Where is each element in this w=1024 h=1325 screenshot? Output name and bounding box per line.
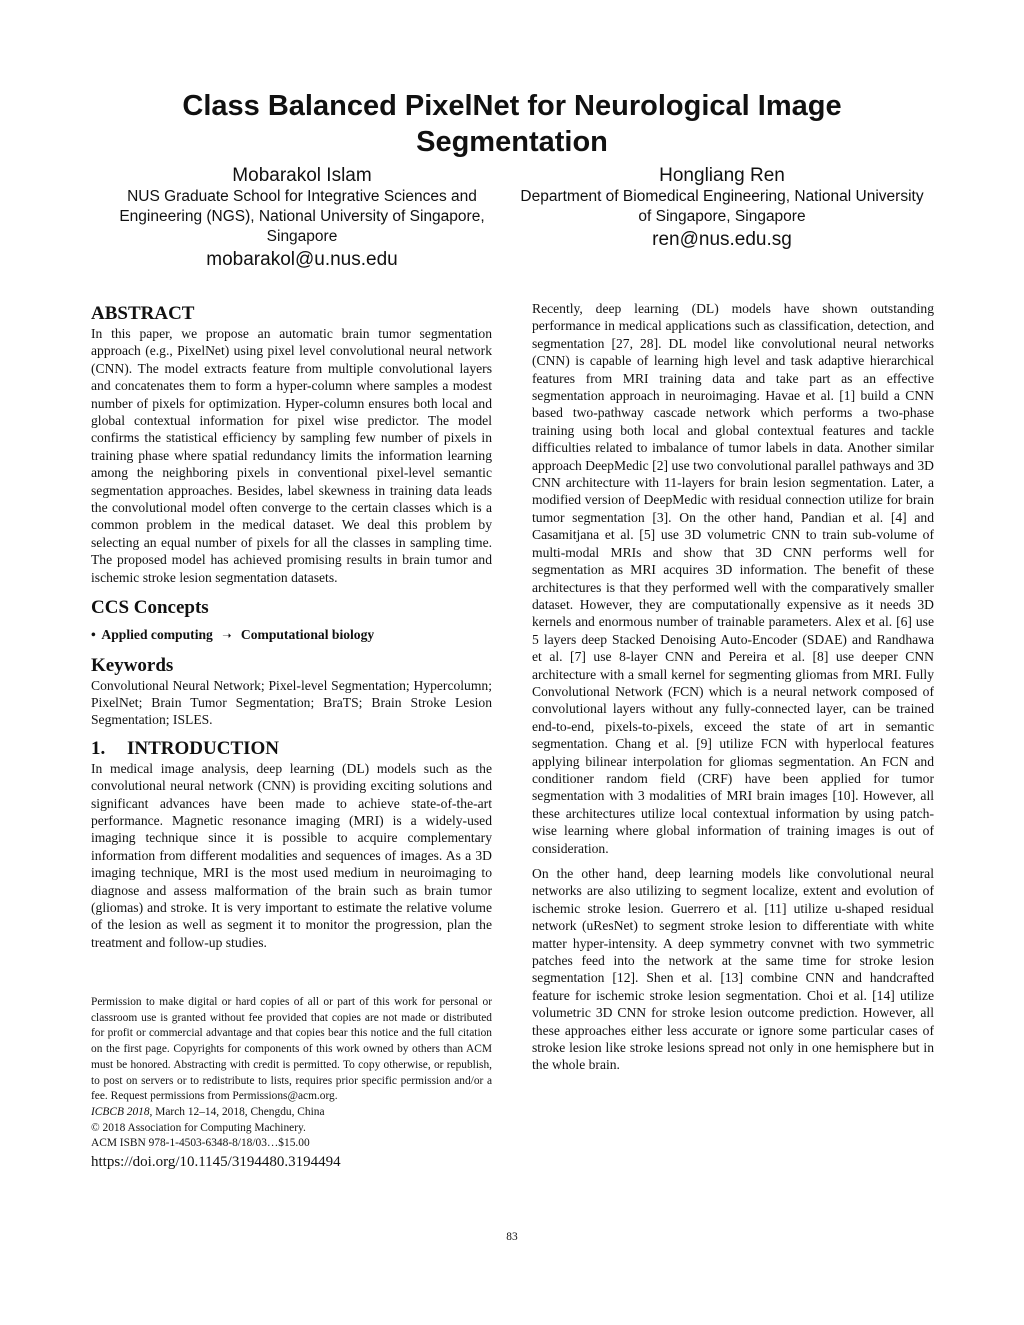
author-name: Mobarakol Islam: [232, 165, 372, 186]
arrow-right-icon: ➝: [222, 629, 232, 643]
conference-line: [91, 1105, 492, 1121]
ccs-concepts-line: [91, 626, 492, 644]
introduction-paragraph-1: In medical image analysis, deep learning (DL) models such as the convolutional neural network (CNN) is providing exciting solutions and significant advances have been made to achieve state-of-the-art performance. Magnetic resonance imaging (MRI) is a widely-used imaging technique since it is possible to acquire complementary information from different modalities and sequences of images. As a 3D imaging technique, MRI is the most used medium in neuroimaging to diagnose and assess malformation of the brain such as brain tumor (gliomas) and stroke. It is very important to estimate the relative volume of the lesion as well as segment it to monitor the progression, plan the treatment and follow-up studies.: [91, 760, 492, 950]
left-column: [91, 300, 492, 951]
bullet-icon: •: [91, 627, 96, 643]
ccs-concept-from: Applied computing: [101, 627, 213, 643]
permission-block: [91, 995, 492, 1172]
abstract-heading: ABSTRACT: [91, 303, 195, 324]
ccs-heading: CCS Concepts: [91, 597, 209, 619]
author-affiliation: NUS Graduate School for Integrative Sciences and Engineering (NGS), National University of Singapore, Singapore: [119, 188, 485, 245]
author-block-2: [512, 165, 932, 252]
section-number: 1.: [91, 737, 106, 759]
permission-text: Permission to make digital or hard copies of all or part of this work for personal or classroom use is granted without fee provided that copies are not made or distributed for profit or commercial advantage and that copies bear this notice and the full citation on the first page. Copyrights for components of this work owned by others than ACM must be honored. Abstracting with credit is permitted. To copy otherwise, or republish, to post on servers or to redistribute to lists, requires prior specific permission and/or a fee. Request permissions from Permissions@acm.org.: [91, 996, 492, 1103]
introduction-paragraph-2: Recently, deep learning (DL) models have shown outstanding performance in medical applications such as classification, detection, and segmentation [27, 28]. DL model like convolutional neural networks (CNN) is capable of learning high level and task adaptive hierarchical features from MRI training data and take part as an effective segmentation approach in neuroimaging. Havae et al. [1] build a CNN based two-pathway cascade network which performs a two-phase training using both local and global contextual features and tackle difficulties related to imbalance of tumor labels in data. Another similar approach DeepMedic [2] use two convolutional parallel pathways and 3D CNN architecture with 11-layers for brain lesion segmentation. Later, a modified version of DeepMedic with residual connection utilize for brain tumor segmentation [3]. On the other hand, Pandian et al. [4] and Casamitjana et al. [5] use 3D volumetric CNN to train sub-volume of multi-modal MRIs and show that 3D CNN performs well for segmentation as MRI acquires 3D information. The benefit of these architectures is that they performed well with the comparatively smaller dataset. However, they are computationally expensive as it needs 3D kernels and enormous number of trainable parameters. Alex et al. [6] use 5 layers deep Stacked Denoising Auto-Encoder (SDAE) and Randhawa et al. [7] use 8-layer CNN and Pereira et al. [8] use deeper CNN architecture with a small kernel for segmenting gliomas from MRI. Fully Convolutional Network (FCN) which is a neural network composed of convolutional layers without any fully-connected layer, can be trained end-to-end, pixels-to-pixels, exceed the state of art in semantic segmentation. Chang et al. [9] utilize FCN with hyperlocal features applying bilinear interpolation for gliomas segmentation. An FCN and conditioner random field (CRF) have been applied for tumor segmentation with 3 modalities of MRI brain images [10]. However, all these architectures utilize local contextual information by using patch-wise learning where global information of training images is out of consideration.: [532, 301, 934, 856]
author-email: ren@nus.edu.sg: [652, 229, 792, 250]
introduction-paragraph-3: On the other hand, deep learning models like convolutional neural networks are also utilizing to segment localize, extent and evolution of ischemic stroke lesion. Guerrero et al. [11] utilize u-shaped residual network (uResNet) to segment stroke lesion to differentiate with white matter hyper-intensity. A deep symmetry convnet with two symmetric patches feed into the network at the same time for stroke lesion segmentation [12]. Shen et al. [13] combine CNN and handcrafted feature for ischemic stroke lesion segmentation. Choi et al. [14] utilize volumetric 3D CNN for stroke lesion outcome prediction. However, all these approaches either less accurate or ignore some particular cases of stroke lesion like stroke lesions spread not only in one hemisphere but in the whole brain.: [532, 866, 934, 1073]
author-block-1: [90, 165, 514, 272]
conference-name: ICBCB 2018,: [91, 1105, 153, 1118]
introduction-heading: [91, 738, 492, 760]
copyright-line: © 2018 Association for Computing Machinery.: [91, 1121, 306, 1134]
section-title: INTRODUCTION: [127, 737, 280, 759]
author-email: mobarakol@u.nus.edu: [206, 249, 398, 270]
keywords-text: Convolutional Neural Network; Pixel-level Segmentation; Hypercolumn; PixelNet; Brain Tumor Segmentation; BraTS; Brain Stroke Lesion Segmentation; ISLES.: [91, 677, 492, 728]
isbn-line: ACM ISBN 978-1-4503-6348-8/18/03…$15.00: [91, 1137, 310, 1150]
keywords-heading: Keywords: [91, 654, 174, 676]
conference-details: March 12–14, 2018, Chengdu, China: [152, 1105, 325, 1118]
author-affiliation: Department of Biomedical Engineering, National University of Singapore, Singapore: [520, 188, 924, 225]
ccs-concept-to: Computational biology: [240, 627, 375, 643]
right-column: [532, 300, 934, 1074]
author-name: Hongliang Ren: [659, 165, 785, 186]
page-number: 83: [506, 1231, 518, 1243]
paper-title: Class Balanced PixelNet for Neurological Image Segmentation: [182, 90, 842, 158]
doi-link[interactable]: https://doi.org/10.1145/3194480.3194494: [91, 1154, 341, 1171]
abstract-text: In this paper, we propose an automatic brain tumor segmentation approach (e.g., PixelNet) using pixel level convolutional neural network (CNN). The model extracts feature from multiple convolutional layers and concatenates them to form a hyper-column where samples a modest number of pixels for optimization. Hyper-column ensures both local and global contextual information for pixel wise predictor. The model confirms the statistical efficiency by sampling few number of pixels in training phase where spatial redundancy limits the information learning among the neighboring pixels in conventional pixel-level semantic segmentation approaches. Besides, label skewness in training data leads the convolutional model often converge to the certain classes which is a common problem in the medical dataset. We deal this problem by selecting an equal number of pixels for all the classes in sampling time. The proposed model has achieved promising results in brain tumor and ischemic stroke lesion segmentation datasets.: [91, 326, 492, 585]
